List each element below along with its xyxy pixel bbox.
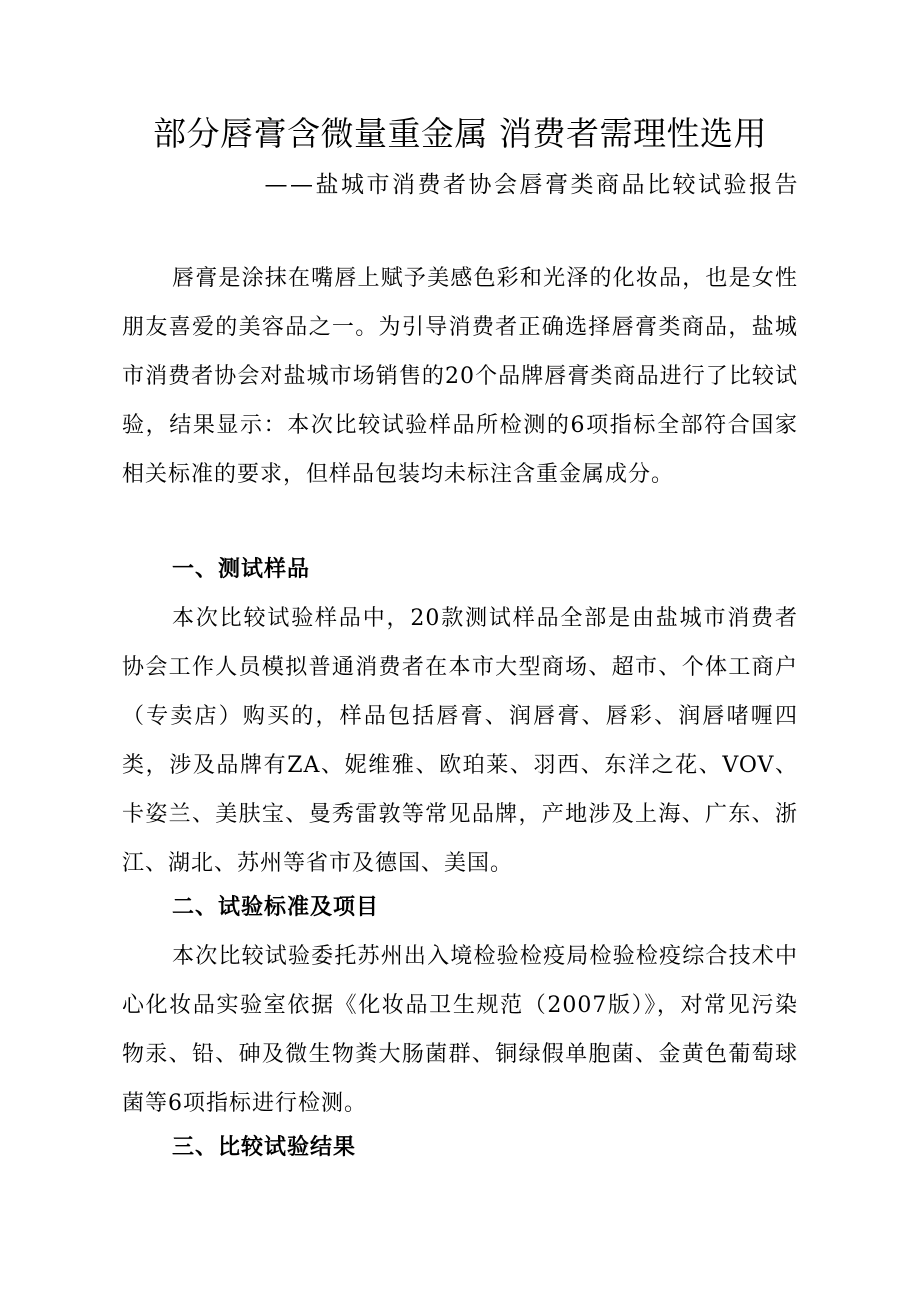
- section-heading-results: 三、比较试验结果: [172, 1134, 357, 1160]
- section-heading-standards: 二、试验标准及项目: [172, 894, 380, 920]
- document-subtitle: ——盐城市消费者协会唇膏类商品比较试验报告: [264, 172, 800, 198]
- section-paragraph-standards: 本次比较试验委托苏州出入境检验检疫局检验检疫综合技术中心化妆品实验室依据《化妆品卫生规范（2007版）》，对常见污染物汞、铅、砷及微生物粪大肠菌群、铜绿假单胞菌、金黄色葡萄球菌等6项指标进行检测。: [122, 944, 798, 1116]
- intro-paragraph: 唇膏是涂抹在嘴唇上赋予美感色彩和光泽的化妆品，也是女性朋友喜爱的美容品之一。为引导消费者正确选择唇膏类商品，盐城市消费者协会对盐城市场销售的20个品牌唇膏类商品进行了比较试验，结果显示：本次比较试验样品所检测的6项指标全部符合国家相关标准的要求，但样品包装均未标注含重金属成分。: [122, 266, 798, 487]
- section-paragraph-samples: 本次比较试验样品中，20款测试样品全部是由盐城市消费者协会工作人员模拟普通消费者在本市大型商场、超市、个体工商户（专卖店）购买的，样品包括唇膏、润唇膏、唇彩、润唇啫喱四类，涉及品牌有ZA、妮维雅、欧珀莱、羽西、东洋之花、VOV、卡姿兰、美肤宝、曼秀雷敦等常见品牌，产地涉及上海、广东、浙江、湖北、苏州等省市及德国、美国。: [122, 606, 798, 876]
- section-heading-samples: 一、测试样品: [172, 556, 311, 582]
- document-title: 部分唇膏含微量重金属 消费者需理性选用: [153, 114, 767, 153]
